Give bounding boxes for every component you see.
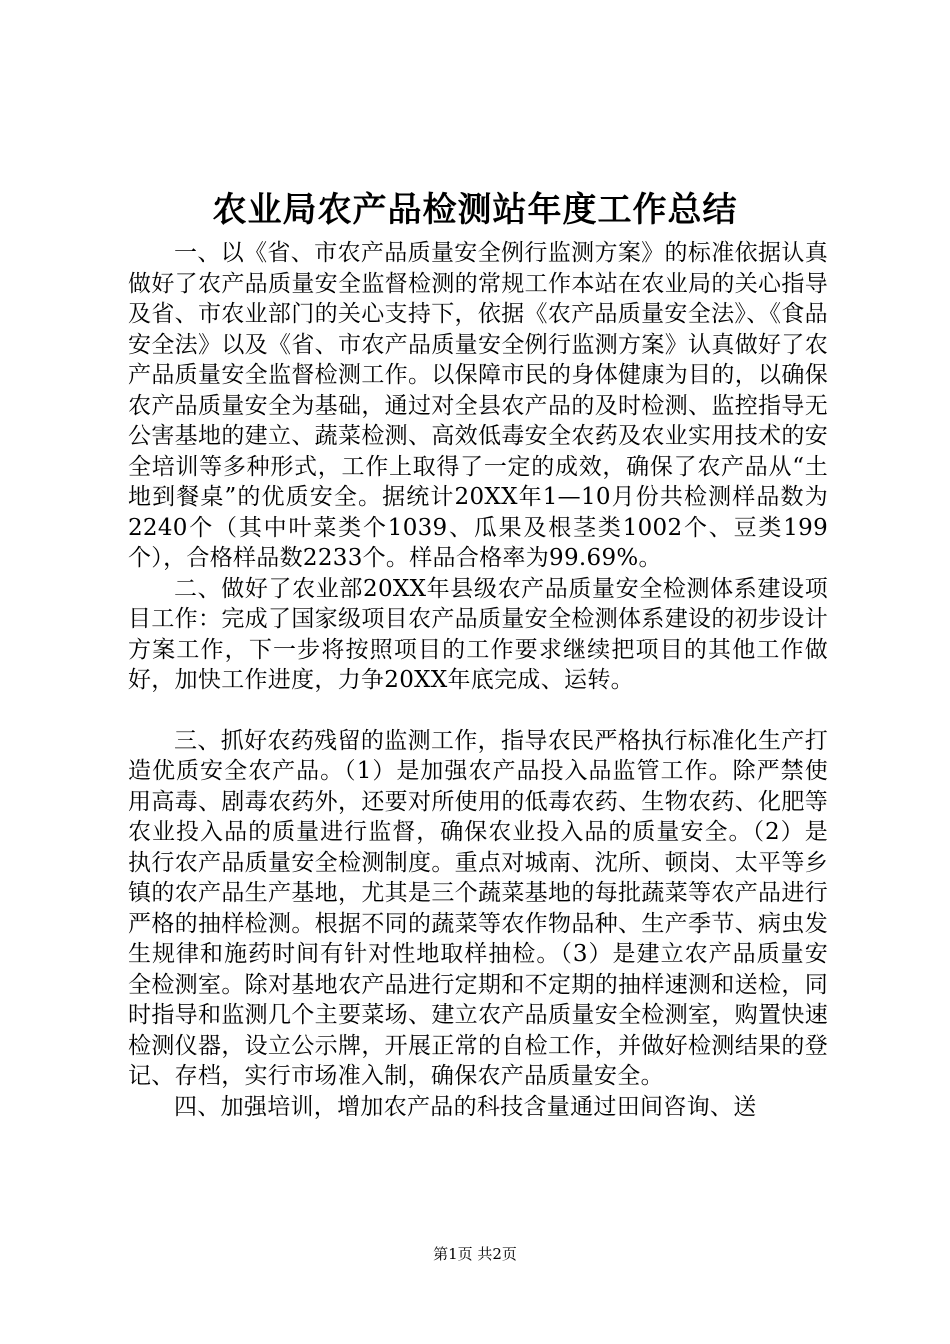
paragraph-2: 二、做好了农业部20XX年县级农产品质量安全检测体系建设项目工作：完成了国家级项目农产品质量安全检测体系建设的初步设计方案工作，下一步将按照项目的工作要求继续把项目的其他工作做好，加快工作进度，力争20XX年底完成、运转。 <box>128 575 828 693</box>
page-number-footer: 第1页 共2页 <box>433 1245 517 1263</box>
document-body <box>128 238 828 1122</box>
paragraph-1: 一、以《省、市农产品质量安全例行监测方案》的标准依据认真做好了农产品质量安全监督检测的常规工作本站在农业局的关心指导及省、市农业部门的关心支持下，依据《农产品质量安全法》、《食品安全法》以及《省、市农产品质量安全例行监测方案》认真做好了农产品质量安全监督检测工作。以保障市民的身体健康为目的，以确保农产品质量安全为基础，通过对全县农产品的及时检测、监控指导无公害基地的建立、蔬菜检测、高效低毒安全农药及农业实用技术的安全培训等多种形式，工作上取得了一定的成效，确保了农产品从“土地到餐桌”的优质安全。据统计20XX年1—10月份共检测样品数为2240个（其中叶菜类个1039、瓜果及根茎类1002个、豆类199个），合格样品数2233个。样品合格率为99.69%。 <box>128 240 828 571</box>
paragraph-3: 三、抓好农药残留的监测工作，指导农民严格执行标准化生产打造优质安全农产品。（1）是加强农产品投入品监管工作。除严禁使用高毒、剧毒农药外，还要对所使用的低毒农药、生物农药、化肥等农业投入品的质量进行监督，确保农业投入品的质量安全。（2）是执行农产品质量安全检测制度。重点对城南、沈所、顿岗、太平等乡镇的农产品生产基地，尤其是三个蔬菜基地的每批蔬菜等农产品进行严格的抽样检测。根据不同的蔬菜等农作物品种、生产季节、病虫发生规律和施药时间有针对性地取样抽检。（3）是建立农产品质量安全检测室。除对基地农产品进行定期和不定期的抽样速测和送检，同时指导和监测几个主要菜场、建立农产品质量安全检测室，购置快速检测仪器，设立公示牌，开展正常的自检工作，并做好检测结果的登记、存档，实行市场准入制，确保农产品质量安全。 <box>128 727 828 1089</box>
document-title: 农业局农产品检测站年度工作总结 <box>212 190 738 230</box>
paragraph-4: 四、加强培训，增加农产品的科技含量通过田间咨询、送 <box>174 1093 757 1120</box>
